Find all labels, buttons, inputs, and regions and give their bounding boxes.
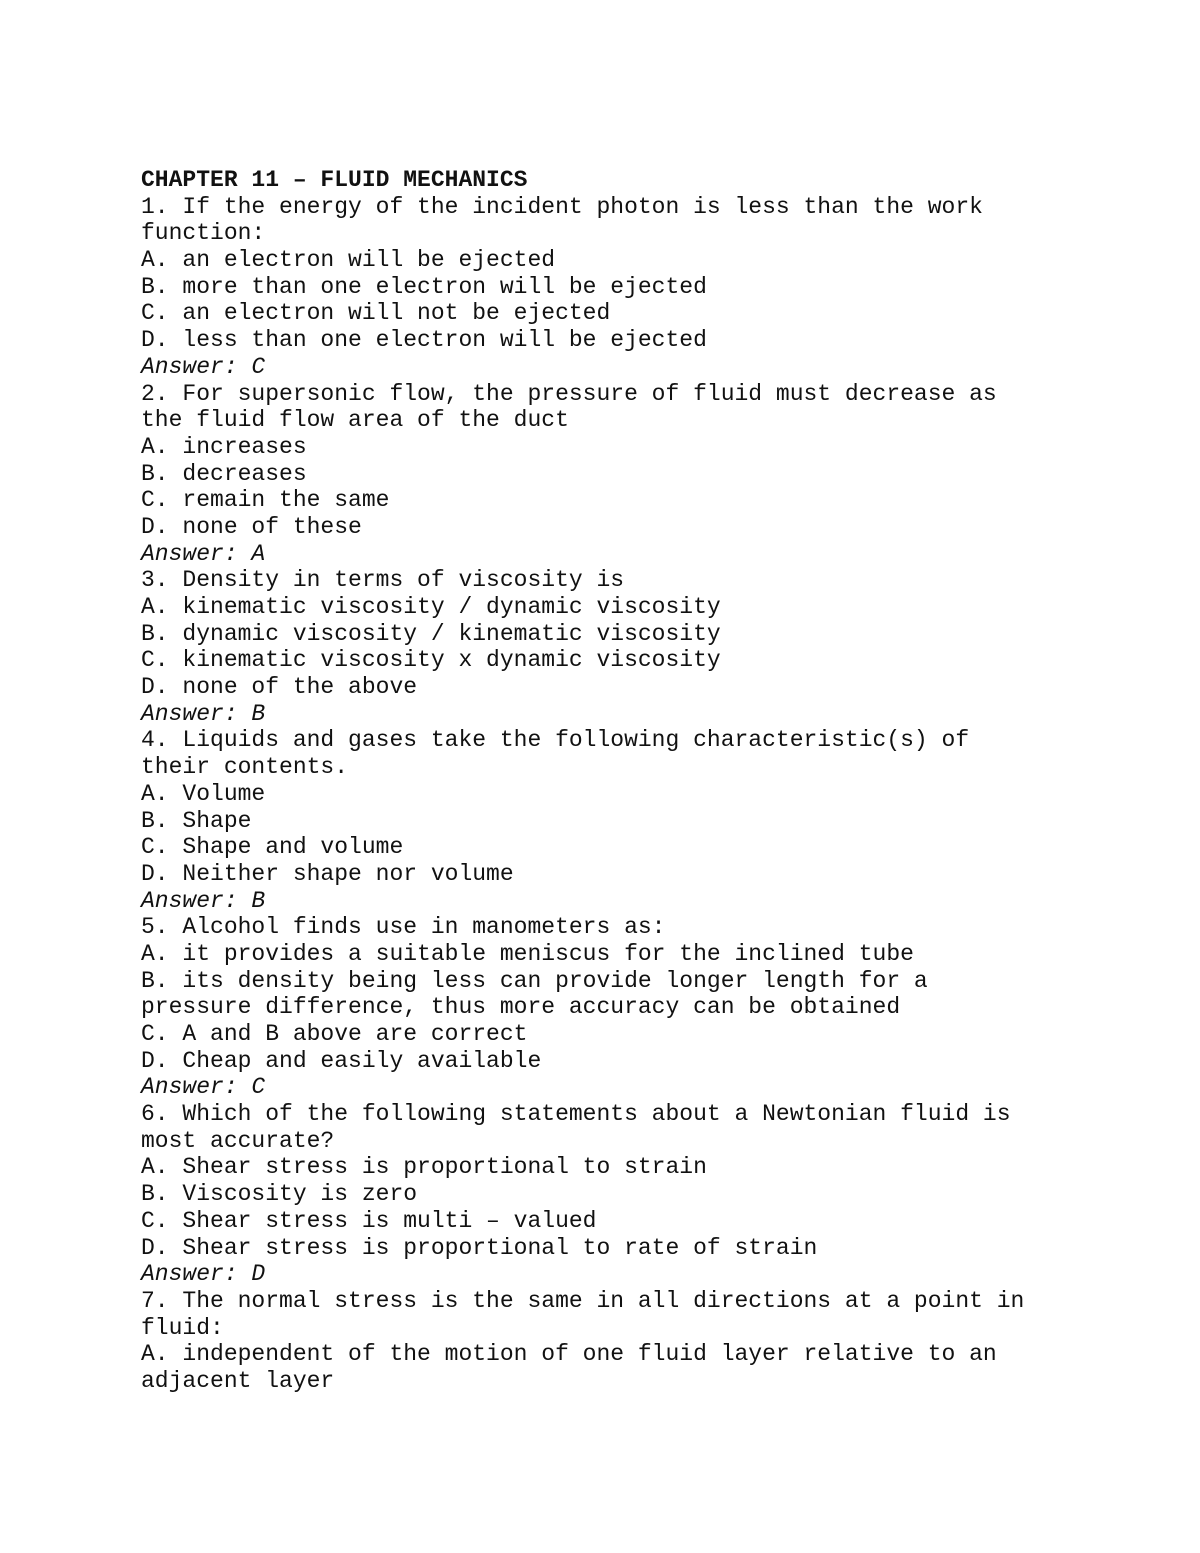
option-c: C. an electron will not be ejected xyxy=(141,300,611,327)
answer-line: Answer: D xyxy=(141,1261,266,1288)
option-d: D. less than one electron will be ejected xyxy=(141,327,707,354)
option-c: C. remain the same xyxy=(141,487,390,514)
option-c: C. Shape and volume xyxy=(141,834,404,861)
option-d: D. Cheap and easily available xyxy=(141,1047,542,1074)
document-page xyxy=(141,167,1141,1395)
option-a: A. independent of the motion of one fluid layer relative to an xyxy=(141,1341,997,1368)
question-stem-line: 1. If the energy of the incident photon is less than the work xyxy=(141,193,983,220)
question-stem-line: the fluid flow area of the duct xyxy=(141,407,569,434)
option-d: D. none of these xyxy=(141,513,362,540)
option-b: B. Shape xyxy=(141,807,252,834)
option-a: A. Volume xyxy=(141,780,266,807)
question-4 xyxy=(141,727,1141,914)
option-b: B. dynamic viscosity / kinematic viscosity xyxy=(141,620,721,647)
option-b-continued: pressure difference, thus more accuracy can be obtained xyxy=(141,994,901,1021)
question-stem-line: 6. Which of the following statements about a Newtonian fluid is xyxy=(141,1101,1011,1128)
question-stem-line: 3. Density in terms of viscosity is xyxy=(141,567,625,594)
option-b: B. decreases xyxy=(141,460,307,487)
question-stem-line: 7. The normal stress is the same in all directions at a point in xyxy=(141,1287,1025,1314)
question-5 xyxy=(141,914,1141,1101)
option-a: A. Shear stress is proportional to strain xyxy=(141,1154,707,1181)
answer-line: Answer: B xyxy=(141,887,266,914)
question-stem-line: 4. Liquids and gases take the following characteristic(s) of xyxy=(141,727,970,754)
answer-line: Answer: C xyxy=(141,1074,266,1101)
option-b: B. Viscosity is zero xyxy=(141,1181,418,1208)
option-c: C. Shear stress is multi – valued xyxy=(141,1207,597,1234)
option-a: A. kinematic viscosity / dynamic viscosity xyxy=(141,594,721,620)
question-3 xyxy=(141,567,1141,727)
question-6 xyxy=(141,1101,1141,1288)
question-stem-line: most accurate? xyxy=(141,1127,335,1154)
question-stem-line: their contents. xyxy=(141,754,349,781)
question-stem-line: 2. For supersonic flow, the pressure of fluid must decrease as xyxy=(141,380,997,407)
chapter-title: CHAPTER 11 – FLUID MECHANICS xyxy=(141,167,528,193)
option-b: B. more than one electron will be ejected xyxy=(141,273,707,300)
option-d: D. none of the above xyxy=(141,674,418,701)
option-a: A. an electron will be ejected xyxy=(141,247,556,274)
option-a-continued: adjacent layer xyxy=(141,1367,335,1394)
question-stem-line: fluid: xyxy=(141,1314,224,1341)
answer-line: Answer: C xyxy=(141,353,266,380)
option-c: C. A and B above are correct xyxy=(141,1021,528,1047)
question-7 xyxy=(141,1288,1141,1395)
answer-line: Answer: B xyxy=(141,700,266,727)
option-a: A. increases xyxy=(141,433,307,460)
option-d: D. Shear stress is proportional to rate of strain xyxy=(141,1234,818,1261)
option-a: A. it provides a suitable meniscus for the inclined tube xyxy=(141,940,914,967)
option-d: D. Neither shape nor volume xyxy=(141,860,514,887)
question-stem-line: 5. Alcohol finds use in manometers as: xyxy=(141,914,666,941)
option-b: B. its density being less can provide longer length for a xyxy=(141,967,928,994)
question-2 xyxy=(141,381,1141,568)
answer-line: Answer: A xyxy=(141,540,266,567)
question-1 xyxy=(141,194,1141,381)
question-stem-line: function: xyxy=(141,220,266,247)
option-c: C. kinematic viscosity x dynamic viscosity xyxy=(141,647,721,674)
